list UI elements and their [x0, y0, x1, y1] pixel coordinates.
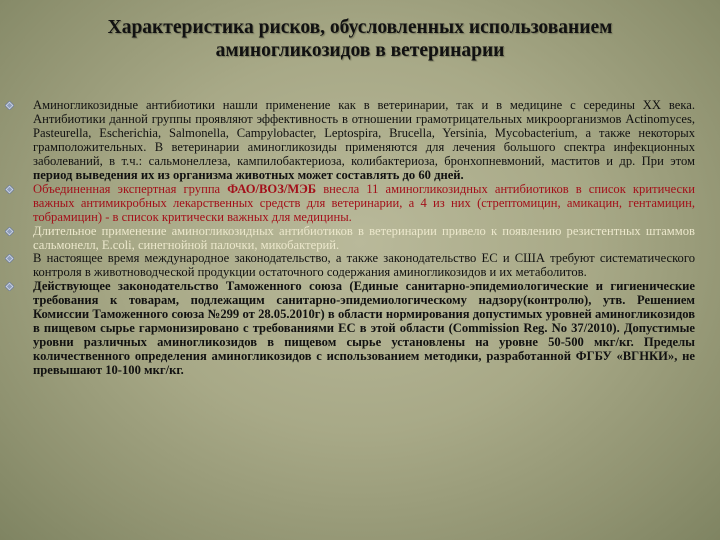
paragraph-1-text: Аминогликозидные антибиотики нашли применение как в ветеринарии, так и в медицине с середины XX века. Антибиотики данной группы проявляют эффективность в отношении грамотрицательных микроорганизмов Actinomyces, Pasteurella, Escherichia, Salmonella, Campylobacter, Leptospira, Brucella, Yersinia, Mycobacterium, а также некоторых грамположительных. В ветеринарии аминогликозиды применяются для лечения большого спектра инфекционных заболеваний, в т.ч.: сальмонеллеза, кампилобактериоза, колибактериоза, бронхопневмоний, маститов и др. При этом	[33, 98, 695, 168]
paragraph-2-org: ФАО/ВОЗ/МЭБ	[227, 181, 317, 196]
paragraph-3-text: Длительное применение аминогликозидных антибиотиков в ветеринарии привело к появлению резистентных штаммов сальмонелл, E.coli, синегнойной палочки, микобактерий.	[33, 223, 695, 252]
paragraph-5-text: Действующее законодательство Таможенного союза (Единые санитарно-эпидемиологические и гигиенические требования к товарам, подлежащим санитарно-эпидемиологическому надзору(контролю), утв. Решением Комиссии Таможенного союза №299 от 28.05.2010г) в области нормирования допустимых уровней аминогликозидов в пищевом сырье гармонизировано с требованиями ЕС в этой области (Commission Reg. No 37/2010). Допустимые уровни различных аминогликозидов в пищевом сырье установлены на уровне 50-500 мкг/кг. Пределы количественного определения аминогликозидов с использованием методики, разработанной ФГБУ «ВГНКИ», не превышают 10-100 мкг/кг.	[33, 279, 695, 378]
paragraph-1-emphasis: период выведения их из организма животных может составлять до 60 дней.	[33, 167, 464, 182]
paragraph-2-prefix: Объединенная экспертная группа	[33, 181, 228, 196]
paragraph-4-text: В настоящее время международное законодательство, а также законодательство ЕС и США требуют систематического контроля в животноводческой продукции остаточного содержания аминогликозидов и их метаболитов.	[33, 251, 695, 280]
title-line-1: Характеристика рисков, обусловленных использованием	[107, 17, 613, 38]
list-item	[33, 280, 695, 378]
bullet-icon	[5, 282, 14, 291]
bullet-list	[33, 99, 695, 378]
bullet-icon	[5, 101, 14, 110]
slide-title	[20, 16, 700, 62]
bullet-icon	[5, 227, 14, 236]
title-line-2: аминогликозидов в ветеринарии	[215, 40, 505, 61]
bullet-icon	[5, 254, 14, 263]
list-item	[33, 183, 695, 225]
paragraph-2-text: внесла 11 аминогликозидных антибиотиков в список критически важных антимикробных лекарственных средств для ветеринарии, а 4 из них (стрептомицин, амикацин, гентамицин, тобрамицин) - в список критически важных для медицины.	[33, 181, 695, 224]
list-item	[33, 225, 695, 253]
bullet-icon	[5, 185, 14, 194]
list-item	[33, 99, 695, 183]
list-item	[33, 252, 695, 280]
